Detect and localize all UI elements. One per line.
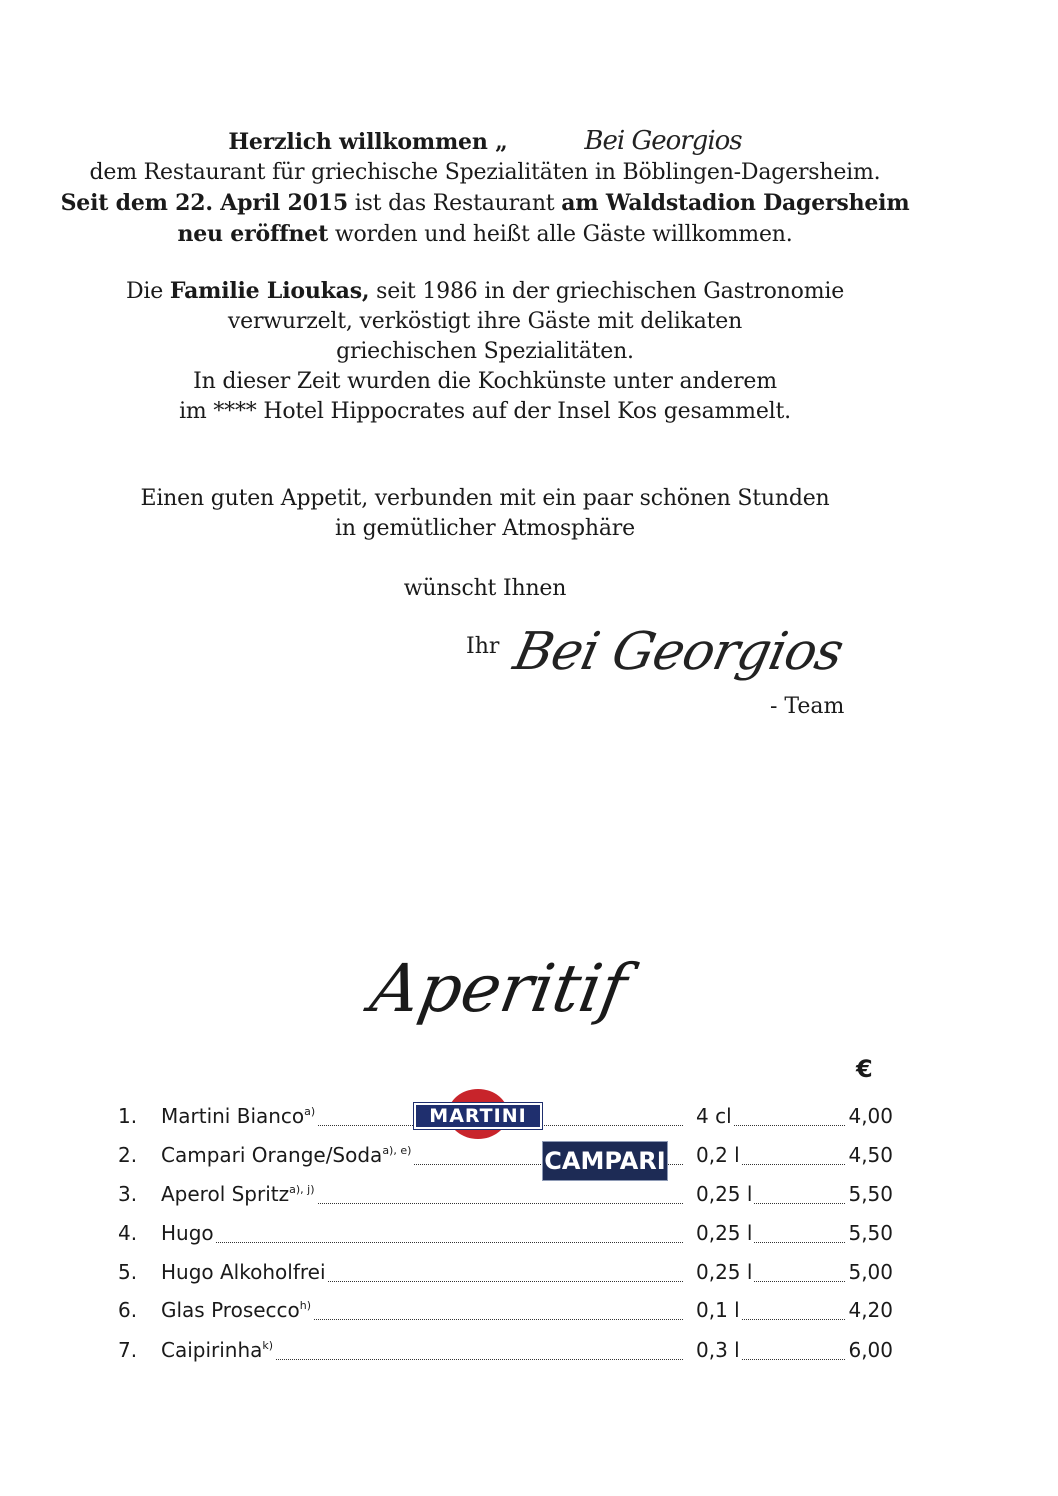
item-volume: 0,1 l bbox=[696, 1298, 740, 1322]
item-note: h) bbox=[299, 1299, 312, 1312]
item-note: a), j) bbox=[289, 1183, 315, 1196]
appetit-line-1: Einen guten Appetit, verbunden mit ein paar schönen Stunden bbox=[140, 486, 830, 511]
item-name-text: Hugo Alkoholfrei bbox=[161, 1260, 326, 1284]
menu-item bbox=[118, 1335, 893, 1365]
header-logo: Bei Georgios bbox=[584, 126, 742, 156]
item-note: a), e) bbox=[382, 1144, 412, 1157]
welcome-line-3-mid: ist das Restaurant bbox=[347, 191, 562, 216]
item-price: 5,00 bbox=[848, 1260, 893, 1284]
item-name bbox=[161, 1143, 413, 1167]
menu-item bbox=[118, 1179, 893, 1209]
family-line-3: griechischen Spezialitäten. bbox=[336, 339, 634, 364]
item-number: 6. bbox=[118, 1298, 138, 1322]
item-price: 4,50 bbox=[848, 1143, 893, 1167]
signature-ihr: Ihr bbox=[466, 634, 500, 659]
family-paragraph bbox=[60, 276, 910, 427]
item-number: 4. bbox=[118, 1221, 138, 1245]
item-name-text: Caipirinha bbox=[161, 1338, 263, 1362]
item-name bbox=[161, 1221, 216, 1245]
welcome-line-2: dem Restaurant für griechische Spezialitäten in Böblingen-Dagersheim. bbox=[89, 160, 881, 185]
item-volume: 0,25 l bbox=[696, 1221, 753, 1245]
item-number: 5. bbox=[118, 1260, 138, 1284]
welcome-line-4-rest: worden und heißt alle Gäste willkommen. bbox=[328, 222, 793, 247]
family-rest: seit 1986 in der griechischen Gastronomie bbox=[369, 279, 845, 304]
item-price: 4,00 bbox=[848, 1104, 893, 1128]
item-name bbox=[161, 1298, 313, 1322]
item-number: 2. bbox=[118, 1143, 138, 1167]
item-name-text: Hugo bbox=[161, 1221, 214, 1245]
item-name-text: Campari Orange/Soda bbox=[161, 1143, 383, 1167]
item-volume: 4 cl bbox=[696, 1104, 732, 1128]
welcome-text bbox=[60, 126, 910, 250]
appetit-paragraph bbox=[60, 484, 910, 544]
item-name bbox=[161, 1182, 317, 1206]
item-number: 3. bbox=[118, 1182, 138, 1206]
wishes-text bbox=[60, 574, 910, 604]
item-name bbox=[161, 1338, 275, 1362]
item-note: k) bbox=[262, 1339, 274, 1352]
item-volume: 0,3 l bbox=[696, 1338, 740, 1362]
item-price: 5,50 bbox=[848, 1221, 893, 1245]
item-name-text: Aperol Spritz bbox=[161, 1182, 290, 1206]
item-name bbox=[161, 1260, 328, 1284]
dot-leader bbox=[161, 1242, 683, 1243]
campari-logo: CAMPARI bbox=[542, 1141, 668, 1181]
martini-logo bbox=[414, 1089, 542, 1139]
item-number: 1. bbox=[118, 1104, 138, 1128]
item-name-text: Glas Prosecco bbox=[161, 1298, 300, 1322]
location: am Waldstadion Dagersheim bbox=[561, 190, 910, 216]
menu-item bbox=[118, 1218, 893, 1248]
item-price: 4,20 bbox=[848, 1298, 893, 1322]
item-volume: 0,2 l bbox=[696, 1143, 740, 1167]
item-note: a) bbox=[304, 1105, 316, 1118]
section-title: Aperitif bbox=[365, 950, 633, 1027]
item-price: 6,00 bbox=[848, 1338, 893, 1362]
item-name bbox=[161, 1104, 317, 1128]
appetit-line-2: in gemütlicher Atmosphäre bbox=[335, 516, 635, 541]
welcome-greeting: Herzlich willkommen „ bbox=[228, 129, 508, 155]
signature-team: - Team bbox=[770, 694, 845, 719]
reopened: neu eröffnet bbox=[177, 221, 329, 247]
family-name: Familie Lioukas, bbox=[169, 278, 370, 304]
family-start: Die bbox=[125, 279, 170, 304]
signature-logo: Bei Georgios bbox=[508, 622, 848, 682]
family-line-2: verwurzelt, verköstigt ihre Gäste mit delikaten bbox=[227, 309, 743, 334]
menu-item bbox=[118, 1295, 893, 1325]
menu-item bbox=[118, 1257, 893, 1287]
opening-date: Seit dem 22. April 2015 bbox=[60, 190, 348, 216]
family-line-4: In dieser Zeit wurden die Kochkünste unter anderem bbox=[193, 369, 777, 394]
wishes-line: wünscht Ihnen bbox=[403, 576, 567, 601]
family-line-1 bbox=[60, 276, 910, 307]
item-volume: 0,25 l bbox=[696, 1182, 753, 1206]
menu-item bbox=[118, 1140, 893, 1170]
martini-logo-text: MARTINI bbox=[414, 1103, 542, 1129]
item-volume: 0,25 l bbox=[696, 1260, 753, 1284]
item-price: 5,50 bbox=[848, 1182, 893, 1206]
family-line-5: im **** Hotel Hippocrates auf der Insel Kos gesammelt. bbox=[179, 399, 791, 424]
welcome-line-4 bbox=[60, 219, 910, 250]
welcome-line-1 bbox=[60, 126, 910, 158]
welcome-line-3 bbox=[60, 188, 910, 219]
currency-symbol: € bbox=[856, 1055, 873, 1083]
item-number: 7. bbox=[118, 1338, 138, 1362]
item-name-text: Martini Bianco bbox=[161, 1104, 305, 1128]
